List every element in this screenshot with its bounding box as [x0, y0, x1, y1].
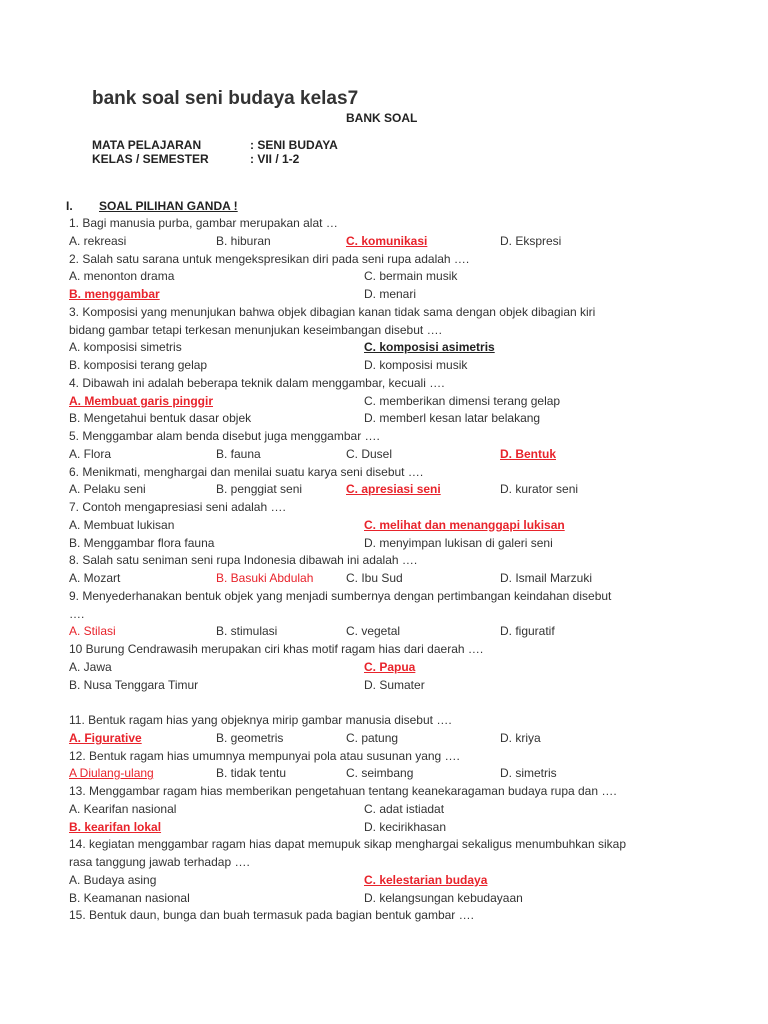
answer-option-line-20: B. Basuki Abdulah	[216, 571, 314, 585]
option-b-q-line-13: B. fauna	[216, 447, 261, 461]
option-a-q-line-18: B. Menggambar flora fauna	[69, 536, 215, 550]
question-text-line-21: 9. Menyederhanakan bentuk objek yang menjadi sumbernya dengan pertimbangan keindahan disebut	[69, 589, 612, 603]
question-text-line-9: 4. Dibawah ini adalah beberapa teknik dalam menggambar, kecuali ….	[69, 376, 445, 390]
option-d-q-line-29: D. kriya	[500, 731, 541, 745]
option-c-q-line-20: C. Ibu Sud	[346, 571, 403, 585]
document-title: bank soal seni budaya kelas7	[92, 88, 359, 109]
option-c-q-line-38: D. kelangsungan kebudayaan	[364, 891, 523, 905]
option-a-q-line-25: A. Jawa	[69, 660, 112, 674]
option-c-q-line-29: C. patung	[346, 731, 399, 745]
option-d-q-line-23: D. figuratif	[500, 624, 555, 638]
option-b-q-line-15: B. penggiat seni	[216, 482, 303, 496]
question-text-line-5: 3. Komposisi yang menunjukan bahwa objek dibagian kanan tidak sama dengan objek dibagian kiri	[69, 305, 596, 319]
question-text-line-24: 10 Burung Cendrawasih merupakan ciri khas motif ragam hias dari daerah ….	[69, 642, 484, 656]
header-center: BANK SOAL	[346, 111, 418, 125]
option-a-q-line-26: B. Nusa Tenggara Timur	[69, 678, 199, 692]
answer-option-line-7: C. komposisi asimetris	[364, 340, 495, 354]
option-b-q-line-23: B. stimulasi	[216, 624, 278, 638]
option-c-q-line-13: C. Dusel	[346, 447, 393, 461]
option-b-q-line-1: B. hiburan	[216, 234, 271, 248]
option-a-q-line-11: B. Mengetahui bentuk dasar objek	[69, 411, 252, 425]
option-a-q-line-13: A. Flora	[69, 447, 112, 461]
question-text-line-6: bidang gambar tetapi terkesan menunjukan keseimbangan disebut ….	[69, 323, 442, 337]
question-text-line-0: 1. Bagi manusia purba, gambar merupakan alat …	[69, 216, 338, 230]
option-c-q-line-23: C. vegetal	[346, 624, 401, 638]
option-c-q-line-11: D. memberl kesan latar belakang	[364, 411, 541, 425]
answer-option-line-13: D. Bentuk	[500, 447, 557, 461]
question-text-line-32: 13. Menggambar ragam hias memberikan pengetahuan tentang keanekaragaman budaya rupa dan ….	[69, 784, 617, 798]
answer-option-line-37: C. kelestarian budaya	[364, 873, 488, 887]
option-c-q-line-8: D. komposisi musik	[364, 358, 468, 372]
option-c-q-line-18: D. menyimpan lukisan di galeri seni	[364, 536, 553, 550]
answer-option-line-23: A. Stilasi	[69, 624, 116, 638]
option-a-q-line-8: B. komposisi terang gelap	[69, 358, 208, 372]
option-a-q-line-7: A. komposisi simetris	[69, 340, 182, 354]
option-a-q-line-38: B. Keamanan nasional	[69, 891, 190, 905]
meta-value-subject: : SENI BUDAYA	[250, 138, 338, 152]
option-a-q-line-3: A. menonton drama	[69, 269, 175, 283]
question-text-line-36: rasa tanggung jawab terhadap ….	[69, 855, 250, 869]
question-text-line-39: 15. Bentuk daun, bunga dan buah termasuk pada bagian bentuk gambar ….	[69, 908, 474, 922]
option-d-q-line-20: D. Ismail Marzuki	[500, 571, 593, 585]
option-c-q-line-33: C. adat istiadat	[364, 802, 445, 816]
question-text-line-14: 6. Menikmati, menghargai dan menilai suatu karya seni disebut ….	[69, 465, 424, 479]
option-b-q-line-29: B. geometris	[216, 731, 284, 745]
option-a-q-line-15: A. Pelaku seni	[69, 482, 146, 496]
meta-label-subject: MATA PELAJARAN	[92, 138, 202, 152]
question-text-line-12: 5. Menggambar alam benda disebut juga menggambar ….	[69, 429, 380, 443]
question-text-line-35: 14. kegiatan menggambar ragam hias dapat memupuk sikap menghargai sekaligus menumbuhkan sikap	[69, 837, 626, 851]
option-d-q-line-15: D. kurator seni	[500, 482, 579, 496]
answer-option-line-1: C. komunikasi	[346, 234, 428, 248]
answer-option-line-15: C. apresiasi seni	[346, 482, 441, 496]
answer-option-line-25: C. Papua	[364, 660, 416, 674]
question-text-line-19: 8. Salah satu seniman seni rupa Indonesia dibawah ini adalah ….	[69, 553, 418, 567]
meta-label-class: KELAS / SEMESTER	[92, 152, 209, 166]
meta-value-class: : VII / 1-2	[250, 152, 300, 166]
option-c-q-line-31: C. seimbang	[346, 766, 414, 780]
option-a-q-line-33: A. Kearifan nasional	[69, 802, 177, 816]
section-title: SOAL PILIHAN GANDA !	[99, 199, 238, 213]
option-a-q-line-20: A. Mozart	[69, 571, 121, 585]
option-c-q-line-10: C. memberikan dimensi terang gelap	[364, 394, 561, 408]
option-b-q-line-31: B. tidak tentu	[216, 766, 287, 780]
option-a-q-line-37: A. Budaya asing	[69, 873, 157, 887]
option-a-q-line-1: A. rekreasi	[69, 234, 127, 248]
question-text-line-30: 12. Bentuk ragam hias umumnya mempunyai pola atau susunan yang ….	[69, 749, 460, 763]
option-c-q-line-4: D. menari	[364, 287, 417, 301]
question-text-line-16: 7. Contoh mengapresiasi seni adalah ….	[69, 500, 286, 514]
question-text-line-28: 11. Bentuk ragam hias yang objeknya mirip gambar manusia disebut ….	[69, 713, 452, 727]
section-number: I.	[66, 199, 73, 213]
answer-option-line-34: B. kearifan lokal	[69, 820, 162, 834]
answer-option-line-29: A. Figurative	[69, 731, 142, 745]
option-a-q-line-17: A. Membuat lukisan	[69, 518, 175, 532]
answer-option-line-10: A. Membuat garis pinggir	[69, 394, 214, 408]
answer-option-line-31: A Diulang-ulang	[69, 766, 154, 780]
option-c-q-line-34: D. kecirikhasan	[364, 820, 447, 834]
option-d-q-line-1: D. Ekspresi	[500, 234, 562, 248]
option-d-q-line-31: D. simetris	[500, 766, 557, 780]
question-text-line-22: ….	[69, 607, 85, 621]
answer-option-line-17: C. melihat dan menanggapi lukisan	[364, 518, 565, 532]
option-c-q-line-3: C. bermain musik	[364, 269, 458, 283]
answer-option-line-4: B. menggambar	[69, 287, 160, 301]
question-text-line-2: 2. Salah satu sarana untuk mengekspresikan diri pada seni rupa adalah ….	[69, 252, 470, 266]
option-c-q-line-26: D. Sumater	[364, 678, 425, 692]
